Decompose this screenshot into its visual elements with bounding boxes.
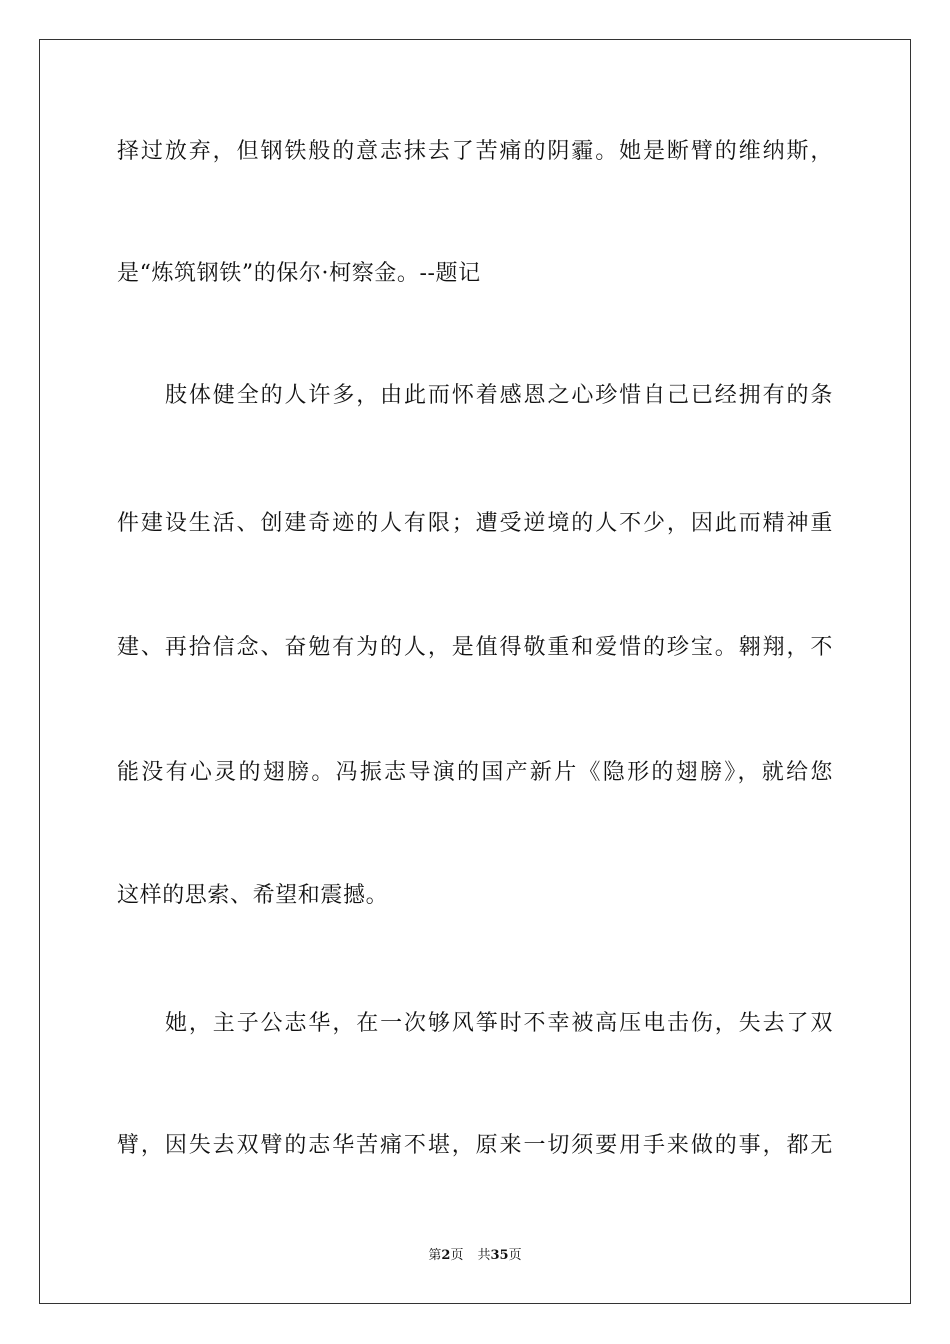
text-line-6: 能没有心灵的翅膀。冯振志导演的国产新片《隐形的翅膀》，就给您 xyxy=(117,760,833,785)
footer-total-pages: 35 xyxy=(490,1248,509,1263)
footer-total-suffix: 页 xyxy=(508,1248,522,1263)
text-line-2: 是“炼筑钢铁”的保尔·柯察金。--题记 xyxy=(117,261,481,286)
footer-page-number: 2 xyxy=(441,1248,451,1263)
text-line-3: 肢体健全的人许多，由此而怀着感恩之心珍惜自己已经拥有的条 xyxy=(165,383,833,408)
page-frame xyxy=(39,39,911,1304)
text-line-8: 她，主子公志华，在一次够风筝时不幸被高压电击伤，失去了双 xyxy=(165,1011,833,1036)
text-line-9: 臂，因失去双臂的志华苦痛不堪，原来一切须要用手来做的事，都无 xyxy=(117,1133,833,1158)
footer-prefix: 第 xyxy=(428,1248,442,1263)
footer-total-prefix: 共 xyxy=(477,1248,491,1263)
footer-page-suffix: 页 xyxy=(450,1248,464,1263)
text-line-1: 择过放弃，但钢铁般的意志抹去了苦痛的阴霾。她是断臂的维纳斯， xyxy=(117,139,833,164)
text-line-5: 建、再拾信念、奋勉有为的人，是值得敬重和爱惜的珍宝。翱翔，不 xyxy=(117,635,833,660)
text-line-7: 这样的思索、希望和震撼。 xyxy=(117,883,389,908)
page-footer xyxy=(0,1247,950,1265)
text-line-4: 件建设生活、创建奇迹的人有限；遭受逆境的人不少，因此而精神重 xyxy=(117,511,833,536)
